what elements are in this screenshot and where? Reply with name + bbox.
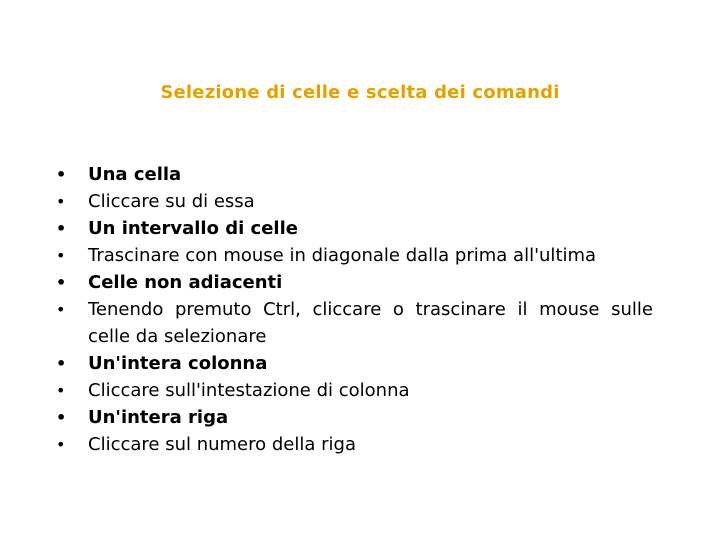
bullet-dot-icon: • — [56, 246, 66, 265]
bullet-item — [56, 242, 653, 269]
bullet-dot-icon: • — [56, 273, 67, 292]
bullet-list — [56, 161, 653, 458]
slide-title: Selezione di celle e scelta dei comandi — [160, 82, 560, 103]
bullet-dot-icon: • — [56, 192, 66, 211]
bullet-text: Trascinare con mouse in diagonale dalla prima all'ultima — [88, 245, 597, 266]
bullet-dot-icon: • — [56, 435, 66, 454]
bullet-item — [56, 215, 653, 242]
bullet-text: Cliccare su di essa — [88, 191, 255, 212]
bullet-item — [56, 269, 653, 296]
bullet-dot-icon: • — [56, 381, 66, 400]
bullet-item — [56, 188, 653, 215]
bullet-dot-icon: • — [56, 408, 67, 427]
bullet-text: Cliccare sul numero della riga — [88, 434, 356, 455]
bullet-item — [56, 161, 653, 188]
bullet-text: Una cella — [88, 164, 182, 185]
bullet-text: Un'intera riga — [88, 407, 229, 428]
bullet-dot-icon: • — [56, 219, 67, 238]
bullet-text: Celle non adiacenti — [88, 272, 283, 293]
bullet-dot-icon: • — [56, 300, 66, 319]
bullet-dot-icon: • — [56, 165, 67, 184]
bullet-text: Tenendo premuto Ctrl, cliccare o trascinare il mouse sulle celle da selezionare — [88, 299, 653, 347]
bullet-item — [56, 404, 653, 431]
bullet-item — [56, 431, 653, 458]
bullet-text: Un intervallo di celle — [88, 218, 298, 239]
bullet-item — [56, 296, 653, 350]
bullet-text: Cliccare sull'intestazione di colonna — [88, 380, 410, 401]
bullet-item — [56, 350, 653, 377]
bullet-item — [56, 377, 653, 404]
bullet-text: Un'intera colonna — [88, 353, 268, 374]
bullet-dot-icon: • — [56, 354, 67, 373]
